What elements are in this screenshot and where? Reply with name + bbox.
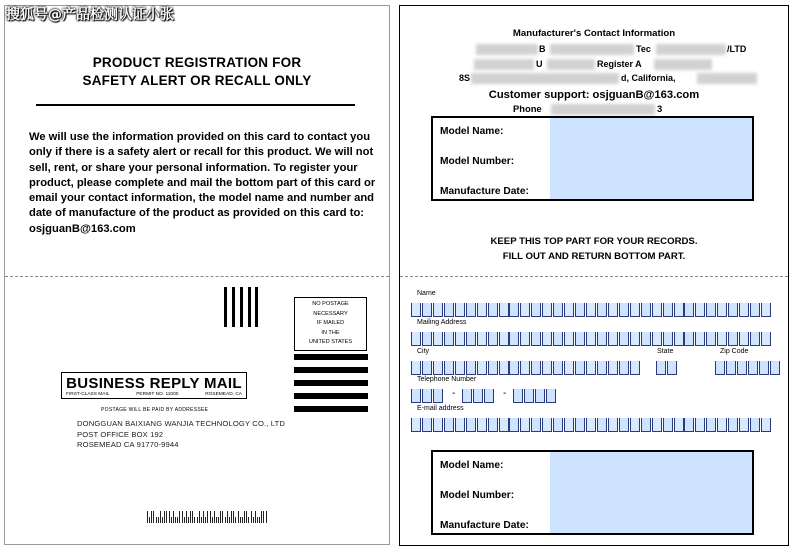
field-cell[interactable]	[477, 332, 487, 346]
model-name-label: Model Name:	[440, 460, 504, 471]
field-cell[interactable]	[422, 303, 432, 317]
field-cell[interactable]	[641, 418, 651, 432]
field-cell[interactable]	[695, 332, 705, 346]
field-cell[interactable]	[466, 332, 476, 346]
field-cell[interactable]	[717, 303, 727, 317]
field-cell[interactable]	[455, 418, 465, 432]
watermark-text: 搜狐号@产品检测认证小张	[6, 7, 174, 23]
field-cell[interactable]	[411, 361, 421, 375]
field-cell[interactable]	[411, 418, 421, 432]
field-cell[interactable]	[728, 303, 738, 317]
model-number-label: Model Number:	[440, 156, 515, 167]
field-cell[interactable]	[542, 418, 552, 432]
field-cell[interactable]	[748, 361, 758, 375]
barcode-bar	[166, 511, 167, 523]
barcode-bar	[175, 517, 176, 523]
field-cell[interactable]	[608, 361, 618, 375]
barcode-bar	[263, 511, 264, 523]
field-cell[interactable]	[575, 332, 585, 346]
redacted-block	[656, 44, 726, 55]
field-cell[interactable]	[663, 303, 673, 317]
field-cell[interactable]	[531, 303, 541, 317]
barcode-bar	[242, 517, 243, 523]
field-cell[interactable]	[739, 332, 749, 346]
contact-line-1-end: /LTD	[727, 44, 747, 54]
field-cell[interactable]	[422, 389, 432, 403]
contact-line-3-end: d, California,	[621, 73, 676, 83]
address-line: DONGGUAN BAIXIANG WANJIA TECHNOLOGY CO., LTD	[77, 419, 286, 428]
barcode-bar	[164, 511, 165, 523]
field-cell[interactable]	[433, 332, 443, 346]
field-cell[interactable]	[531, 361, 541, 375]
contact-line-1-start: B	[539, 44, 546, 54]
barcode-bar	[259, 517, 260, 523]
barcode-bar	[229, 517, 230, 523]
barcode-bar	[222, 511, 223, 523]
barcode-bar	[179, 511, 180, 523]
email-field[interactable]	[411, 418, 772, 432]
postal-barcode	[147, 509, 267, 523]
telephone-line-field[interactable]	[513, 389, 557, 403]
field-cell[interactable]	[509, 361, 519, 375]
field-cell[interactable]	[524, 389, 534, 403]
field-cell[interactable]	[509, 303, 519, 317]
field-cell[interactable]	[586, 332, 596, 346]
field-cell[interactable]	[422, 361, 432, 375]
field-cell[interactable]	[553, 361, 563, 375]
facing-identification-marks	[224, 287, 258, 327]
redacted-block	[697, 73, 757, 84]
redacted-block	[551, 104, 655, 115]
phone-label: Phone	[513, 103, 542, 114]
field-cell[interactable]	[706, 303, 716, 317]
title-rule	[36, 104, 355, 106]
field-cell[interactable]	[513, 389, 523, 403]
field-cell[interactable]	[564, 303, 574, 317]
field-cell[interactable]	[759, 361, 769, 375]
field-cell[interactable]	[553, 418, 563, 432]
barcode-bar	[186, 511, 187, 523]
manufacture-date-label: Manufacture Date:	[440, 186, 529, 197]
field-cell[interactable]	[575, 361, 585, 375]
field-cell[interactable]	[520, 332, 530, 346]
barcode-bar	[156, 517, 157, 523]
postage-line: NO POSTAGE	[312, 301, 349, 307]
fold-line	[5, 276, 389, 277]
field-cell[interactable]	[509, 418, 519, 432]
field-cell[interactable]	[586, 418, 596, 432]
keep-line-2: FILL OUT AND RETURN BOTTOM PART.	[502, 251, 686, 263]
postage-paid-text: POSTAGE WILL BE PAID BY ADDRESSEE	[101, 407, 209, 413]
field-cell[interactable]	[477, 418, 487, 432]
name-field[interactable]	[411, 303, 772, 317]
barcode-bar	[220, 511, 221, 523]
redacted-block	[547, 59, 595, 70]
field-cell[interactable]	[411, 389, 421, 403]
field-cell[interactable]	[750, 332, 760, 346]
barcode-bar	[169, 511, 170, 523]
permit-city: ROSEMEAD, CA	[205, 392, 242, 397]
field-cell[interactable]	[520, 418, 530, 432]
field-cell[interactable]	[444, 361, 454, 375]
registration-title-line-2: SAFETY ALERT OR RECALL ONLY	[82, 73, 312, 88]
field-cell[interactable]	[770, 361, 780, 375]
barcode-bar	[201, 517, 202, 523]
field-cell[interactable]	[535, 389, 545, 403]
telephone-area-field[interactable]	[411, 389, 444, 403]
telephone-dash: -	[503, 388, 507, 399]
field-cell[interactable]	[433, 389, 443, 403]
field-cell[interactable]	[553, 303, 563, 317]
field-cell[interactable]	[488, 361, 498, 375]
field-cell[interactable]	[411, 303, 421, 317]
barcode-bar	[235, 517, 236, 523]
field-cell[interactable]	[684, 303, 694, 317]
phone-end: 3	[657, 103, 663, 114]
field-cell[interactable]	[667, 361, 677, 375]
barcode-bar	[149, 517, 150, 523]
barcode-bar	[210, 511, 211, 523]
field-cell[interactable]	[499, 361, 509, 375]
field-cell[interactable]	[462, 389, 472, 403]
field-cell[interactable]	[761, 418, 771, 432]
mailing-address-field[interactable]	[411, 332, 772, 346]
field-cell[interactable]	[630, 303, 640, 317]
city-field[interactable]	[411, 361, 641, 375]
name-label: Name	[417, 290, 436, 297]
manufacture-date-label: Manufacture Date:	[440, 520, 529, 531]
field-cell[interactable]	[455, 361, 465, 375]
telephone-prefix-field[interactable]	[462, 389, 495, 403]
registration-card-left	[4, 5, 390, 545]
redacted-block	[476, 44, 538, 55]
model-number-label: Model Number:	[440, 490, 515, 501]
field-cell[interactable]	[542, 361, 552, 375]
field-cell[interactable]	[641, 332, 651, 346]
field-cell[interactable]	[619, 361, 629, 375]
field-cell[interactable]	[444, 418, 454, 432]
contact-info-title: Manufacturer's Contact Information	[512, 28, 676, 39]
registration-card-right	[399, 5, 789, 546]
field-cell[interactable]	[488, 418, 498, 432]
barcode-bar	[214, 511, 215, 523]
field-cell[interactable]	[553, 332, 563, 346]
barcode-bar	[212, 517, 213, 523]
barcode-bar	[205, 517, 206, 523]
field-cell[interactable]	[433, 303, 443, 317]
registration-body-text: We will use the information provided on this card to contact you only if there is a safety alert or recall for this product. We will not sell, rent, or share your personal information. To register your product, please complete and mail the bottom part of this card or email your contact information, the model name and number and date of manufacture of the product as provided on this card to: osjguanB@163.com	[29, 131, 376, 235]
permit-number: PERMIT NO. 11000	[136, 392, 179, 397]
field-cell[interactable]	[499, 303, 509, 317]
barcode-bar	[173, 511, 174, 523]
field-cell[interactable]	[411, 332, 421, 346]
field-cell[interactable]	[455, 303, 465, 317]
field-cell[interactable]	[477, 303, 487, 317]
business-reply-details	[66, 392, 242, 397]
barcode-bar	[151, 511, 152, 523]
field-cell[interactable]	[499, 332, 509, 346]
contact-line-2-end: Register A	[597, 59, 642, 69]
barcode-bar	[184, 517, 185, 523]
field-cell[interactable]	[726, 361, 736, 375]
field-cell[interactable]	[433, 418, 443, 432]
zip-code-field[interactable]	[715, 361, 781, 375]
field-cell[interactable]	[531, 418, 541, 432]
zip-code-label: Zip Code	[720, 348, 749, 355]
barcode-bar	[190, 511, 191, 523]
field-cell[interactable]	[608, 418, 618, 432]
mailing-address-label: Mailing Address	[417, 319, 467, 326]
barcode-bar	[192, 511, 193, 523]
contact-line-2-start: U	[536, 59, 543, 69]
customer-support-line: Customer support: osjguanB@163.com	[488, 89, 700, 101]
address-line: ROSEMEAD CA 91770-9944	[77, 440, 179, 450]
field-cell[interactable]	[663, 418, 673, 432]
field-cell[interactable]	[737, 361, 747, 375]
field-cell[interactable]	[608, 332, 618, 346]
field-cell[interactable]	[750, 303, 760, 317]
model-name-label: Model Name:	[440, 126, 504, 137]
model-info-fill[interactable]	[550, 118, 752, 199]
barcode-bar	[218, 517, 219, 523]
field-cell[interactable]	[477, 361, 487, 375]
horizontal-postal-bars	[294, 354, 368, 419]
barcode-bar	[257, 517, 258, 523]
field-cell[interactable]	[652, 418, 662, 432]
field-cell[interactable]	[531, 332, 541, 346]
field-cell[interactable]	[706, 332, 716, 346]
business-reply-mail-box	[61, 372, 247, 399]
field-cell[interactable]	[455, 332, 465, 346]
state-label: State	[657, 348, 674, 355]
telephone-dash: -	[452, 388, 456, 399]
contact-line-3-start: 8S	[459, 73, 471, 83]
barcode-bar	[248, 517, 249, 523]
postage-line: UNITED STATES	[308, 339, 353, 346]
barcode-bar	[158, 517, 159, 523]
field-cell[interactable]	[564, 332, 574, 346]
email-label: E-mail address	[417, 405, 464, 412]
field-cell[interactable]	[586, 361, 596, 375]
mail-class: FIRST-CLASS MAIL	[66, 392, 110, 397]
barcode-bar	[251, 511, 252, 523]
field-cell[interactable]	[422, 332, 432, 346]
field-cell[interactable]	[674, 303, 684, 317]
barcode-bar	[162, 517, 163, 523]
postage-line: NECESSARY	[313, 310, 348, 317]
field-cell[interactable]	[444, 303, 454, 317]
barcode-bar	[233, 511, 234, 523]
field-cell[interactable]	[652, 303, 662, 317]
barcode-bar	[194, 517, 195, 523]
field-cell[interactable]	[499, 418, 509, 432]
barcode-bar	[246, 511, 247, 523]
field-cell[interactable]	[488, 332, 498, 346]
keep-instructions	[400, 234, 788, 265]
postage-line: IF MAILED	[316, 320, 345, 327]
field-cell[interactable]	[444, 332, 454, 346]
no-postage-box	[294, 297, 367, 351]
contact-line-1-mid: Tec	[636, 44, 651, 54]
field-cell[interactable]	[630, 361, 640, 375]
state-field[interactable]	[656, 361, 678, 375]
field-cell[interactable]	[761, 303, 771, 317]
barcode-bar	[147, 511, 148, 523]
registration-title	[5, 54, 389, 90]
keep-line-1: KEEP THIS TOP PART FOR YOUR RECORDS.	[490, 236, 698, 247]
field-cell[interactable]	[597, 332, 607, 346]
field-cell[interactable]	[728, 418, 738, 432]
field-cell[interactable]	[652, 332, 662, 346]
field-cell[interactable]	[695, 418, 705, 432]
field-cell[interactable]	[520, 303, 530, 317]
barcode-bar	[227, 511, 228, 523]
redacted-block	[550, 44, 634, 55]
model-info-fill[interactable]	[550, 452, 752, 533]
field-cell[interactable]	[717, 332, 727, 346]
barcode-bar	[160, 511, 161, 523]
field-cell[interactable]	[761, 332, 771, 346]
field-cell[interactable]	[619, 332, 629, 346]
field-cell[interactable]	[608, 303, 618, 317]
field-cell[interactable]	[684, 418, 694, 432]
field-cell[interactable]	[739, 303, 749, 317]
field-cell[interactable]	[564, 361, 574, 375]
model-info-box-bottom	[431, 450, 754, 535]
field-cell[interactable]	[630, 332, 640, 346]
field-cell[interactable]	[509, 332, 519, 346]
field-cell[interactable]	[520, 361, 530, 375]
business-reply-mail-title: BUSINESS REPLY MAIL	[66, 375, 242, 392]
field-cell[interactable]	[663, 332, 673, 346]
field-cell[interactable]	[619, 418, 629, 432]
barcode-bar	[199, 511, 200, 523]
barcode-bar	[231, 511, 232, 523]
barcode-bar	[182, 511, 183, 523]
field-cell[interactable]	[739, 418, 749, 432]
barcode-bar	[266, 511, 267, 523]
field-cell[interactable]	[466, 418, 476, 432]
field-cell[interactable]	[674, 332, 684, 346]
field-cell[interactable]	[695, 303, 705, 317]
field-cell[interactable]	[422, 418, 432, 432]
field-cell[interactable]	[717, 418, 727, 432]
field-cell[interactable]	[466, 303, 476, 317]
field-cell[interactable]	[597, 418, 607, 432]
field-cell[interactable]	[641, 303, 651, 317]
barcode-bar	[240, 517, 241, 523]
field-cell[interactable]	[564, 418, 574, 432]
field-cell[interactable]	[488, 303, 498, 317]
field-cell[interactable]	[546, 389, 556, 403]
city-label: City	[417, 348, 430, 355]
field-cell[interactable]	[597, 303, 607, 317]
field-cell[interactable]	[484, 389, 494, 403]
barcode-bar	[177, 517, 178, 523]
postage-line: IN THE	[321, 329, 340, 336]
barcode-bar	[216, 517, 217, 523]
telephone-label: Telephone Number	[417, 376, 477, 383]
barcode-bar	[261, 511, 262, 523]
barcode-bar	[153, 511, 154, 523]
model-info-box-top	[431, 116, 754, 201]
field-cell[interactable]	[575, 303, 585, 317]
field-cell[interactable]	[597, 361, 607, 375]
field-cell[interactable]	[542, 303, 552, 317]
field-cell[interactable]	[466, 361, 476, 375]
barcode-bar	[225, 517, 226, 523]
field-cell[interactable]	[473, 389, 483, 403]
field-cell[interactable]	[586, 303, 596, 317]
redacted-block	[471, 73, 619, 84]
barcode-bar	[197, 517, 198, 523]
field-cell[interactable]	[750, 418, 760, 432]
field-cell[interactable]	[674, 418, 684, 432]
address-line: POST OFFICE BOX 192	[77, 429, 164, 439]
field-cell[interactable]	[433, 361, 443, 375]
registration-title-line-1: PRODUCT REGISTRATION FOR	[92, 55, 302, 70]
barcode-bar	[253, 517, 254, 523]
field-cell[interactable]	[630, 418, 640, 432]
barcode-bar	[244, 511, 245, 523]
reply-address	[77, 419, 285, 451]
field-cell[interactable]	[575, 418, 585, 432]
redacted-block	[654, 59, 712, 70]
barcode-bar	[238, 511, 239, 523]
field-cell[interactable]	[728, 332, 738, 346]
field-cell[interactable]	[715, 361, 725, 375]
field-cell[interactable]	[542, 332, 552, 346]
field-cell[interactable]	[706, 418, 716, 432]
barcode-bar	[188, 517, 189, 523]
barcode-bar	[207, 511, 208, 523]
redacted-block	[474, 59, 534, 70]
field-cell[interactable]	[619, 303, 629, 317]
fold-line	[400, 276, 788, 277]
barcode-bar	[203, 511, 204, 523]
field-cell[interactable]	[656, 361, 666, 375]
barcode-bar	[255, 511, 256, 523]
barcode-bar	[171, 517, 172, 523]
field-cell[interactable]	[684, 332, 694, 346]
